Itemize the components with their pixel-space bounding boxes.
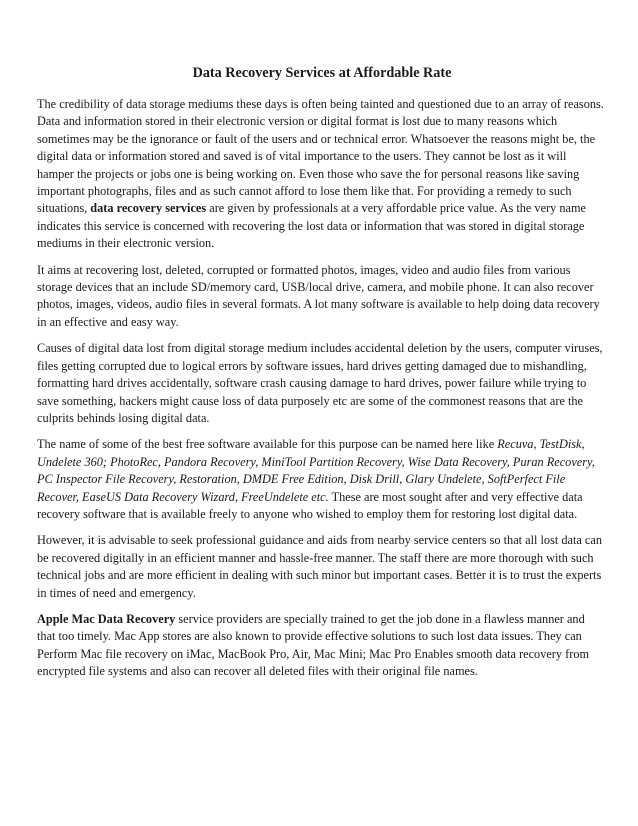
paragraph-intro-text-a: The credibility of data storage mediums these days is often being tainted and questioned due to an array of reasons. Data and information stored in their electronic version or digital format is lost due to many reasons which sometimes may be the ignorance or fault of the users and or technical error. Whatsoever the reasons might be, the digital data or information stored and saved is of vital importance to the users. They cannot be lost as it will hamper the projects or jobs one is being working on. Even those who save the for personal reasons like saving important photographs, files and as such cannot afford to lose them like that. For providing a remedy to such situations, xyxy=(37,97,604,216)
software-list: Recuva, TestDisk, Undelete 360; PhotoRec, Pandora Recovery, MiniTool Partition Recovery, Wise Data Recovery, Puran Recovery, PC Inspector File Recovery, Restoration, DMDE Free Edition, Disk Drill, Glary Undelete, SoftPerfect File Recover, EaseUS Data Recovery Wizard, FreeUndelete etc. xyxy=(37,437,595,504)
paragraph-software xyxy=(37,436,605,523)
paragraph-advice: However, it is advisable to seek professional guidance and aids from nearby service centers so that all lost data can be recovered digitally in an efficient manner and hassle-free manner. The staff there are more thorough with such technical jobs and are more efficient in dealing with such minor but important cases. Better it is to trust the experts in times of need and emergency. xyxy=(37,533,602,600)
data-recovery-services-keyword: data recovery services xyxy=(90,201,207,216)
document-title: Data Recovery Services at Affordable Rate xyxy=(192,65,452,81)
paragraph-causes: Causes of digital data lost from digital storage medium includes accidental deletion by the users, computer viruses, files getting corrupted due to logical errors by software issues, hard drives getting damaged due to mishandling, formatting hard drives accidentally, software crash causing damage to hard drives, power failure while trying to save something, hackers might cause loss of data purposely etc are some of the commonest reasons that are the culprits behinds losing digital data. xyxy=(37,341,603,425)
paragraph-software-text-b: These are most sought after and very effective data recovery software that is available freely to anyone who wished to employ them for restoring lost digital data. xyxy=(37,489,583,521)
apple-mac-data-recovery-keyword: Apple Mac Data Recovery xyxy=(37,611,176,626)
paragraph-software-text-a: The name of some of the best free software available for this purpose can be named here like xyxy=(37,437,498,452)
paragraph-intro xyxy=(37,96,605,253)
paragraph-apple-mac-text: service providers are specially trained to get the job done in a flawless manner and that too timely. Mac App stores are also known to provide effective solutions to such lost data issues. They can Perform Mac file recovery on iMac, MacBook Pro, Air, Mac Mini; Mac Pro Enables smooth data recovery from encrypted file systems and also can recover all deleted files with their original file names. xyxy=(37,611,590,679)
paragraph-intro-text-b: are given by professionals at a very affordable price value. As the very name indicates this service is concerned with recovering the lost data or information that was stored in digital storage mediums in their electronic version. xyxy=(37,201,586,251)
paragraph-apple-mac xyxy=(37,611,605,681)
paragraph-aims: It aims at recovering lost, deleted, corrupted or formatted photos, images, video and audio files from various storage devices that an include SD/memory card, USB/local drive, camera, and mobile phone. It can also recover photos, images, videos, audio files in several formats. A lot many software is available to help doing data recovery in an effective and easy way. xyxy=(37,262,600,329)
document-page xyxy=(37,64,605,690)
